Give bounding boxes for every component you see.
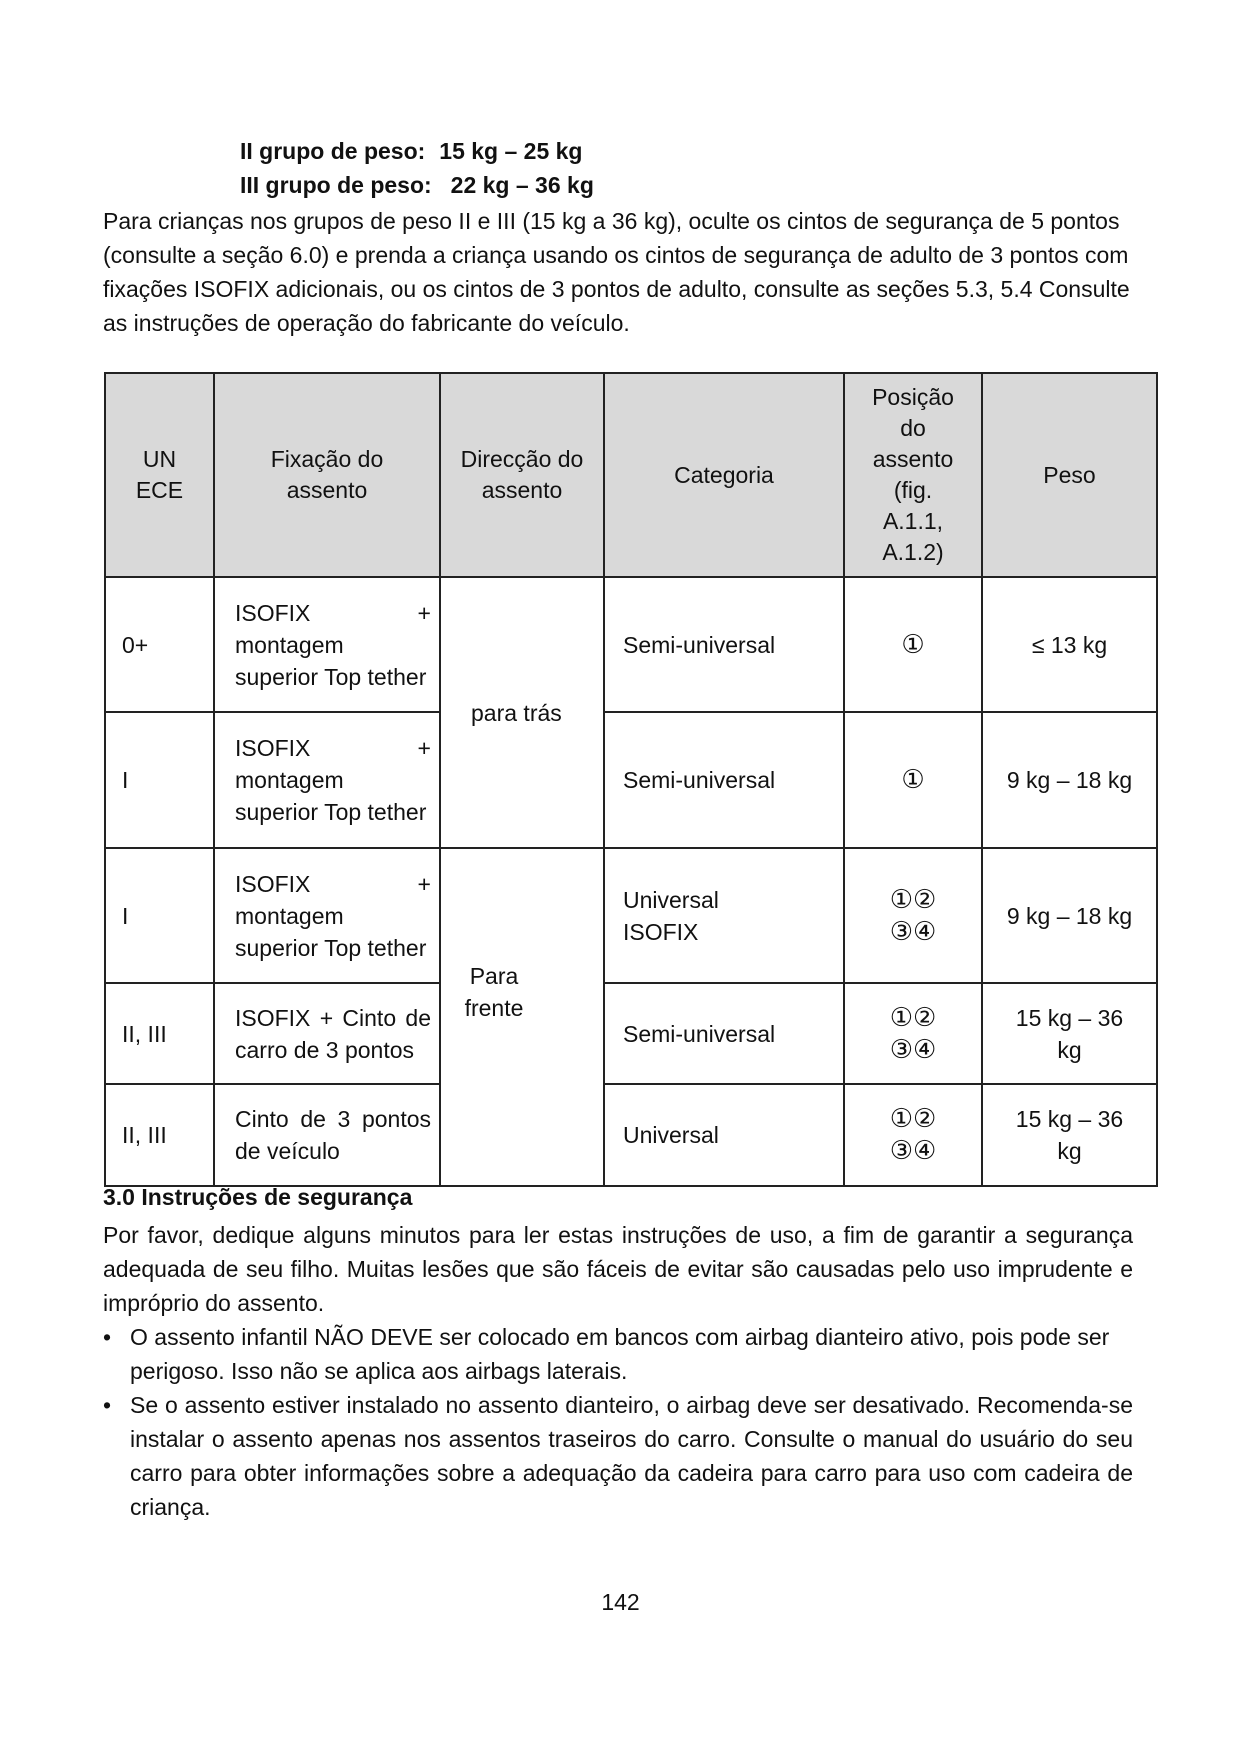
cell-fixacao: ISOFIX + Cinto de carro de 3 pontos — [214, 983, 440, 1084]
cell-un-ece: 0+ — [105, 577, 214, 712]
cell-categoria: Semi-universal — [604, 983, 844, 1084]
cell-categoria: Universal ISOFIX — [604, 848, 844, 983]
cell-fixacao: ISOFIX + montagem superior Top tether — [214, 577, 440, 712]
cell-posicao: ①②③④ — [844, 983, 982, 1084]
cell-peso: ≤ 13 kg — [982, 577, 1157, 712]
cell-categoria: Universal — [604, 1084, 844, 1186]
cell-un-ece: II, III — [105, 1084, 214, 1186]
cell-un-ece: I — [105, 848, 214, 983]
cell-peso: 9 kg – 18 kg — [982, 848, 1157, 983]
seat-compatibility-table — [104, 372, 1158, 1187]
section-paragraph: Por favor, dedique alguns minutos para ler estas instruções de uso, a fim de garantir a segurança adequada de seu filho. Muitas lesões que são fáceis de evitar são causadas pelo uso imprudente e impróprio do assento. — [103, 1222, 1133, 1316]
weight-group-value: 15 kg – 25 kg — [439, 138, 583, 164]
cell-fixacao: Cinto de 3 pontos de veículo — [214, 1084, 440, 1186]
cell-posicao: ① — [844, 577, 982, 712]
cell-peso: 15 kg – 36 kg — [982, 983, 1157, 1084]
bullet-icon: • — [103, 1392, 112, 1418]
cell-posicao: ①②③④ — [844, 1084, 982, 1186]
weight-group-label: II grupo de peso: — [240, 138, 426, 164]
header-direccao: Direcção do assento — [440, 373, 604, 577]
weight-group-value: 22 kg – 36 kg — [450, 172, 594, 198]
cell-fixacao: ISOFIX + montagem superior Top tether — [214, 848, 440, 983]
cell-direccao: para trás — [440, 577, 604, 848]
table-header-row — [105, 373, 1157, 577]
bullet-icon: • — [103, 1324, 112, 1350]
weight-group-iii — [240, 172, 594, 199]
bullet-text: Se o assento estiver instalado no assento dianteiro, o airbag deve ser desativado. Recomenda-se instalar o assento apenas nos assentos traseiros do carro. Consulte o manual do usuário do seu carro para obter informações sobre a adequação da cadeira para carro para uso com cadeira de criança. — [130, 1392, 1133, 1520]
table-row — [105, 577, 1157, 712]
cell-un-ece: I — [105, 712, 214, 848]
table-row — [105, 983, 1157, 1084]
cell-un-ece: II, III — [105, 983, 214, 1084]
table-row — [105, 1084, 1157, 1186]
section-title: 3.0 Instruções de segurança — [103, 1184, 413, 1210]
cell-fixacao: ISOFIX + montagem superior Top tether — [214, 712, 440, 848]
header-peso: Peso — [982, 373, 1157, 577]
header-fixacao: Fixação do assento — [214, 373, 440, 577]
cell-peso: 15 kg – 36 kg — [982, 1084, 1157, 1186]
cell-peso: 9 kg – 18 kg — [982, 712, 1157, 848]
header-categoria: Categoria — [604, 373, 844, 577]
table-row — [105, 712, 1157, 848]
table-row — [105, 848, 1157, 983]
cell-direccao: Para frente — [440, 848, 604, 1186]
header-posicao: Posição do assento (fig. A.1.1, A.1.2) — [844, 373, 982, 577]
bullet-text: O assento infantil NÃO DEVE ser colocado em bancos com airbag dianteiro ativo, pois pode ser perigoso. Isso não se aplica aos airbags laterais. — [130, 1324, 1110, 1384]
list-item — [103, 1320, 1133, 1388]
weight-group-label: III grupo de peso: — [240, 172, 432, 198]
header-un-ece: UN ECE — [105, 373, 214, 577]
intro-paragraph: Para crianças nos grupos de peso II e III (15 kg a 36 kg), oculte os cintos de segurança de 5 pontos (consulte a seção 6.0) e prenda a criança usando os cintos de segurança de adulto de 3 pontos com fixações ISOFIX adicionais, ou os cintos de 3 pontos de adulto, consulte as seções 5.3, 5.4 Consulte as instruções de operação do fabricante do veículo. — [103, 208, 1130, 336]
cell-posicao: ①②③④ — [844, 848, 982, 983]
cell-posicao: ① — [844, 712, 982, 848]
page-number: 142 — [601, 1589, 640, 1615]
weight-group-ii — [240, 138, 582, 165]
cell-categoria: Semi-universal — [604, 577, 844, 712]
list-item — [103, 1388, 1133, 1524]
cell-categoria: Semi-universal — [604, 712, 844, 848]
